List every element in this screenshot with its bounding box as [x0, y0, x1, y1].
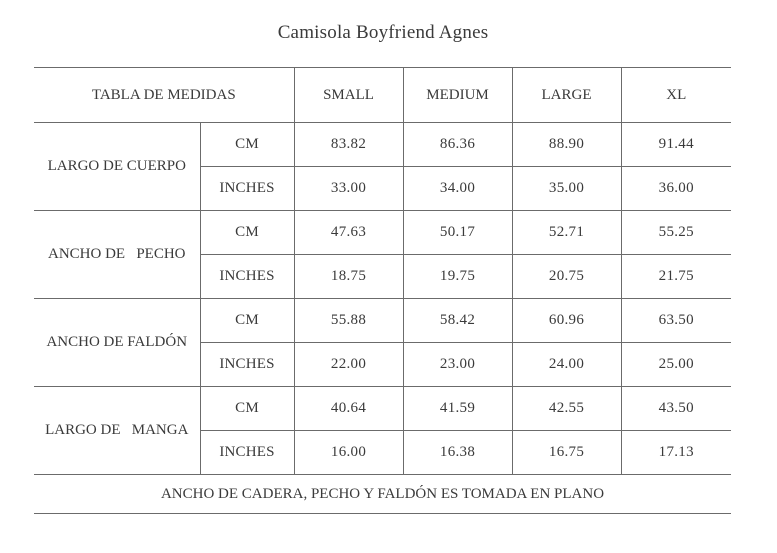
- value-cell: 52.71: [512, 211, 621, 255]
- size-header-small: SMALL: [294, 68, 403, 123]
- value-cell: 36.00: [621, 167, 731, 211]
- value-cell: 58.42: [403, 299, 512, 343]
- unit-cell: INCHES: [200, 343, 294, 387]
- size-header-xl: XL: [621, 68, 731, 123]
- value-cell: 34.00: [403, 167, 512, 211]
- table-header-row: [34, 68, 731, 123]
- unit-cell: CM: [200, 299, 294, 343]
- size-header-large: LARGE: [512, 68, 621, 123]
- table-footnote: ANCHO DE CADERA, PECHO Y FALDÓN ES TOMADA EN PLANO: [34, 475, 731, 514]
- value-cell: 86.36: [403, 123, 512, 167]
- unit-cell: INCHES: [200, 167, 294, 211]
- value-cell: 23.00: [403, 343, 512, 387]
- value-cell: 25.00: [621, 343, 731, 387]
- value-cell: 21.75: [621, 255, 731, 299]
- value-cell: 16.00: [294, 431, 403, 475]
- value-cell: 60.96: [512, 299, 621, 343]
- value-cell: 63.50: [621, 299, 731, 343]
- value-cell: 41.59: [403, 387, 512, 431]
- table-header-label: TABLA DE MEDIDAS: [34, 68, 294, 123]
- page-title: Camisola Boyfriend Agnes: [277, 22, 489, 43]
- measure-name: ANCHO DE FALDÓN: [34, 299, 200, 387]
- value-cell: 43.50: [621, 387, 731, 431]
- value-cell: 91.44: [621, 123, 731, 167]
- value-cell: 55.88: [294, 299, 403, 343]
- table-row: [34, 211, 731, 255]
- value-cell: 83.82: [294, 123, 403, 167]
- measure-name: ANCHO DE PECHO: [34, 211, 200, 299]
- value-cell: 19.75: [403, 255, 512, 299]
- unit-cell: INCHES: [200, 431, 294, 475]
- value-cell: 42.55: [512, 387, 621, 431]
- unit-cell: CM: [200, 387, 294, 431]
- value-cell: 24.00: [512, 343, 621, 387]
- table-row: [34, 387, 731, 431]
- value-cell: 40.64: [294, 387, 403, 431]
- size-chart-table: [34, 67, 731, 514]
- unit-cell: CM: [200, 211, 294, 255]
- unit-cell: CM: [200, 123, 294, 167]
- value-cell: 55.25: [621, 211, 731, 255]
- table-row: [34, 123, 731, 167]
- value-cell: 88.90: [512, 123, 621, 167]
- unit-cell: INCHES: [200, 255, 294, 299]
- size-header-medium: MEDIUM: [403, 68, 512, 123]
- value-cell: 16.75: [512, 431, 621, 475]
- value-cell: 22.00: [294, 343, 403, 387]
- measure-name: LARGO DE CUERPO: [34, 123, 200, 211]
- measure-name: LARGO DE MANGA: [34, 387, 200, 475]
- value-cell: 47.63: [294, 211, 403, 255]
- table-row: [34, 299, 731, 343]
- value-cell: 16.38: [403, 431, 512, 475]
- value-cell: 35.00: [512, 167, 621, 211]
- value-cell: 33.00: [294, 167, 403, 211]
- value-cell: 50.17: [403, 211, 512, 255]
- value-cell: 18.75: [294, 255, 403, 299]
- value-cell: 20.75: [512, 255, 621, 299]
- value-cell: 17.13: [621, 431, 731, 475]
- table-footer-row: [34, 475, 731, 514]
